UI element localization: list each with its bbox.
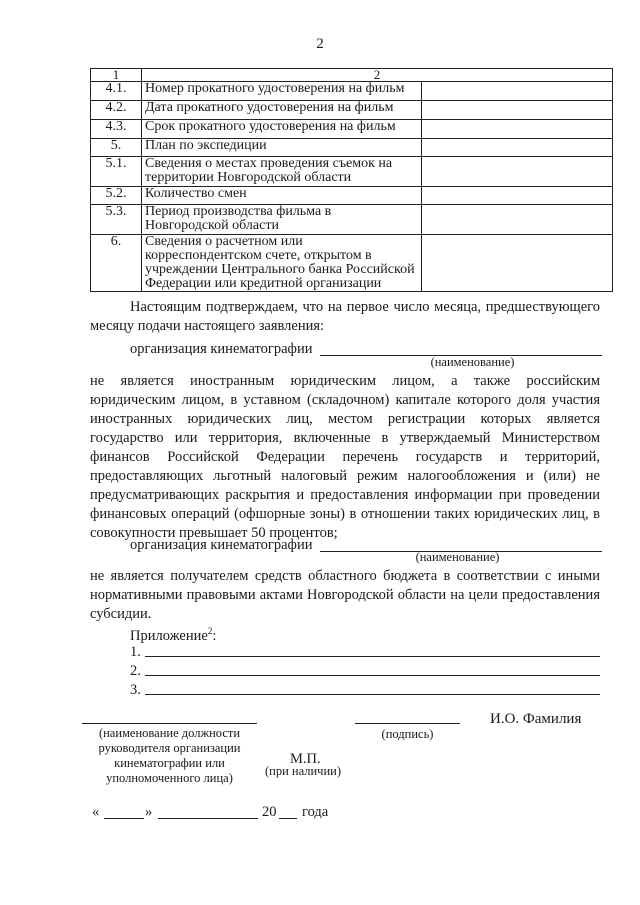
row-description: Сведения о расчетном или корреспондентском счете, открытом в учреждении Центрального банка Российской Федерации или кредитной организации <box>142 235 422 292</box>
table-row <box>91 82 613 101</box>
attachment-number-3: 3. <box>130 682 141 698</box>
row-number: 5.3. <box>91 205 142 235</box>
condition-paragraph-1: не является иностранным юридическим лицом, а также российским юридическим лицом, в уставном (складочном) капитале которого доля участия иностранных юридических лиц, местом регистрации которых является государство или территория, включенные в утверждаемый Министерством финансов Российской Федерации перечень государств и территорий, предоставляющих льготный налоговый режим налогообложения и (или) не предусматривающих раскрытия и предоставления информации при проведении финансовых операций (офшорные зоны) в отношении таких юридических лиц, в совокупности превышает 50 процентов; <box>90 373 600 541</box>
row-description: Дата прокатного удостоверения на фильм <box>142 101 422 120</box>
stamp-caption: (при наличии) <box>264 764 342 778</box>
row-value-cell[interactable] <box>422 120 613 139</box>
attachments-heading <box>130 622 216 646</box>
position-caption: (наименование должности руководителя организации кинематографии или уполномоченного лица) <box>98 726 241 785</box>
attachments-colon: : <box>212 627 217 644</box>
stamp-label: М.П. <box>290 751 321 767</box>
org-name-caption-2: (наименование) <box>415 550 500 564</box>
row-number: 4.1. <box>91 82 142 101</box>
row-description: Срок прокатного удостоверения на фильм <box>142 120 422 139</box>
table-row <box>91 235 613 292</box>
table-row <box>91 157 613 187</box>
table-row <box>91 205 613 235</box>
date-close-quote: » <box>145 804 153 820</box>
date-open-quote: « <box>92 804 100 820</box>
signer-name: И.О. Фамилия <box>490 711 582 727</box>
row-value-cell[interactable] <box>422 157 613 187</box>
row-number: 6. <box>91 235 142 292</box>
date-year-prefix: 20 <box>262 804 277 820</box>
attachment-number-1: 1. <box>130 644 141 660</box>
position-line[interactable] <box>82 723 257 724</box>
table-header-row <box>91 69 613 82</box>
application-table <box>90 68 613 292</box>
table-row <box>91 187 613 205</box>
date-year-line[interactable] <box>279 818 297 819</box>
date-year-suffix: года <box>302 804 329 820</box>
row-description: Сведения о местах проведения съемок на территории Новгородской области <box>142 157 422 187</box>
signature-line[interactable] <box>355 723 460 724</box>
table-row <box>91 120 613 139</box>
org-label-2: организация кинематографии <box>130 537 313 553</box>
signature-caption: (подпись) <box>381 727 434 741</box>
row-value-cell[interactable] <box>422 187 613 205</box>
row-number: 4.3. <box>91 120 142 139</box>
org-name-caption-1: (наименование) <box>430 355 515 369</box>
row-number: 5. <box>91 139 142 157</box>
row-value-cell[interactable] <box>422 139 613 157</box>
attachments-footnote-mark: 2 <box>207 626 213 636</box>
row-description: Период производства фильма в Новгородской области <box>142 205 422 235</box>
row-value-cell[interactable] <box>422 205 613 235</box>
row-number: 5.2. <box>91 187 142 205</box>
confirmation-intro: Настоящим подтверждаем, что на первое число месяца, предшествующего месяцу подачи настоящего заявления: <box>90 299 600 334</box>
row-description: План по экспедиции <box>142 139 422 157</box>
row-value-cell[interactable] <box>422 235 613 292</box>
row-value-cell[interactable] <box>422 101 613 120</box>
row-description: Номер прокатного удостоверения на фильм <box>142 82 422 101</box>
attachment-line-1[interactable] <box>145 656 600 657</box>
row-description: Количество смен <box>142 187 422 205</box>
table-header-col-1: 1 <box>91 69 142 82</box>
table-row <box>91 101 613 120</box>
row-number: 5.1. <box>91 157 142 187</box>
attachment-number-2: 2. <box>130 663 141 679</box>
table-row <box>91 139 613 157</box>
row-value-cell[interactable] <box>422 82 613 101</box>
date-month-line[interactable] <box>158 818 258 819</box>
attachments-label: Приложение <box>130 627 208 644</box>
date-day-line[interactable] <box>104 818 144 819</box>
table-header-col-2: 2 <box>142 69 613 82</box>
attachment-line-3[interactable] <box>145 694 600 695</box>
org-label-1: организация кинематографии <box>130 341 313 357</box>
row-number: 4.2. <box>91 101 142 120</box>
condition-paragraph-2: не является получателем средств областного бюджета в соответствии с иными нормативными правовыми актами Новгородской области на цели предоставления субсидии. <box>90 568 600 622</box>
page-number: 2 <box>316 36 324 52</box>
attachment-line-2[interactable] <box>145 675 600 676</box>
